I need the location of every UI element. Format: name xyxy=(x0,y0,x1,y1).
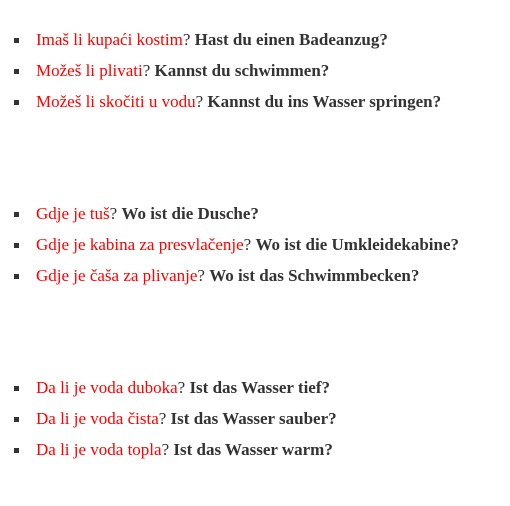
bullet-icon xyxy=(14,243,19,248)
question-mark: ? xyxy=(142,61,151,80)
bullet-icon xyxy=(14,386,19,391)
croatian-phrase: Imaš li kupaći kostim xyxy=(36,30,183,49)
bullet-icon xyxy=(14,38,19,43)
croatian-phrase: Možeš li skočiti u vodu xyxy=(36,92,196,111)
question-mark: ? xyxy=(182,30,191,49)
bullet-icon xyxy=(14,69,19,74)
german-translation: Kannst du schwimmen? xyxy=(154,61,330,80)
german-translation: Wo ist die Umkleidekabine? xyxy=(255,235,460,254)
croatian-phrase: Da li je voda čista xyxy=(36,409,159,428)
croatian-phrase: Gdje je kabina za presvlačenje xyxy=(36,235,244,254)
bullet-icon xyxy=(14,100,19,105)
question-mark: ? xyxy=(195,92,204,111)
german-translation: Ist das Wasser warm? xyxy=(173,440,333,459)
bullet-icon xyxy=(14,448,19,453)
german-translation: Kannst du ins Wasser springen? xyxy=(207,92,442,111)
german-translation: Wo ist die Dusche? xyxy=(121,204,259,223)
question-mark: ? xyxy=(109,204,118,223)
german-translation: Ist das Wasser tief? xyxy=(189,378,331,397)
croatian-phrase: Gdje je čaša za plivanje xyxy=(36,266,198,285)
german-translation: Hast du einen Badeanzug? xyxy=(194,30,388,49)
croatian-phrase: Možeš li plivati xyxy=(36,61,143,80)
question-mark: ? xyxy=(161,440,170,459)
german-translation: Wo ist das Schwimmbecken? xyxy=(209,266,420,285)
question-mark: ? xyxy=(158,409,167,428)
question-mark: ? xyxy=(197,266,205,285)
bullet-icon xyxy=(14,212,19,217)
question-mark: ? xyxy=(243,235,252,254)
bullet-icon xyxy=(14,417,19,422)
croatian-phrase: Da li je voda topla xyxy=(36,440,162,459)
croatian-phrase: Gdje je tuš xyxy=(36,204,110,223)
bullet-icon xyxy=(14,274,19,279)
question-mark: ? xyxy=(177,378,186,397)
croatian-phrase: Da li je voda duboka xyxy=(36,378,178,397)
german-translation: Ist das Wasser sauber? xyxy=(170,409,337,428)
